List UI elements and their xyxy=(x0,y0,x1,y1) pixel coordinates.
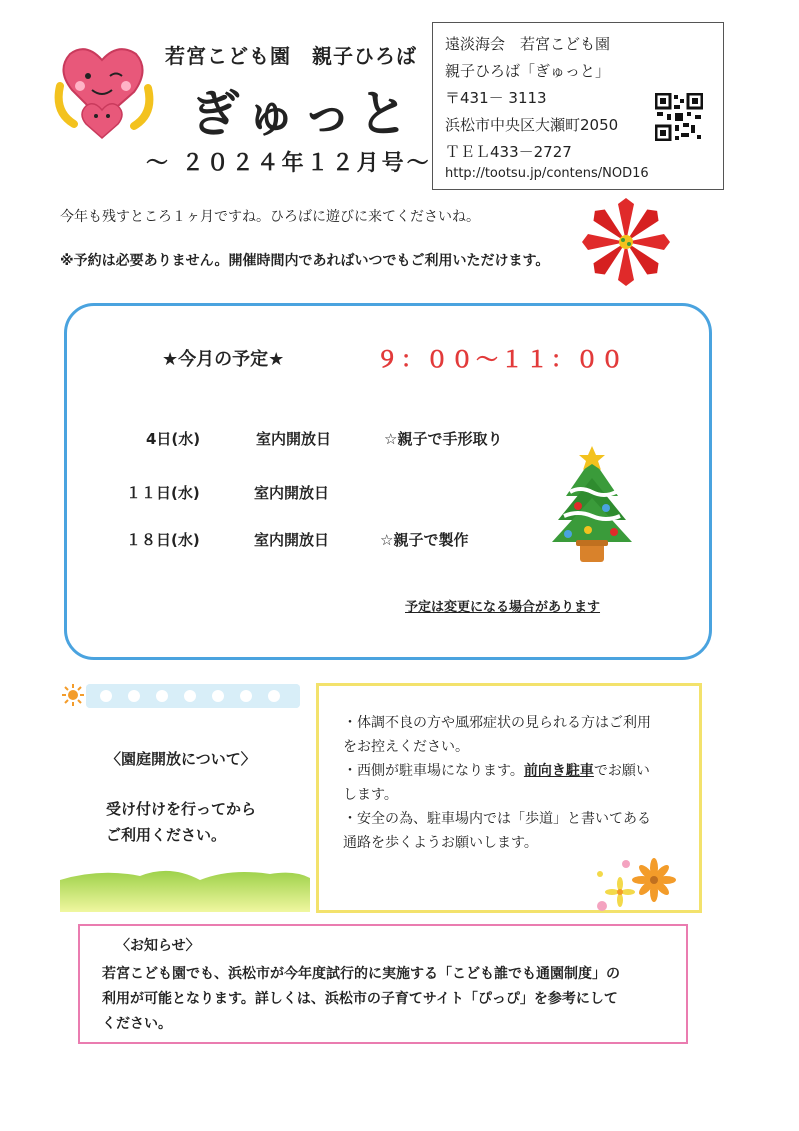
heart-logo-icon xyxy=(52,40,156,140)
sun-icon xyxy=(62,684,84,706)
info-line-org: 遠淡海会 若宮こども園 xyxy=(445,35,611,53)
schedule-event: ☆親子で製作 xyxy=(380,531,469,549)
announcement-body xyxy=(102,962,682,1037)
info-line-url[interactable]: http://tootsu.jp/contens/NOD16 xyxy=(445,166,649,181)
notice-parking-suffix: でお願い xyxy=(593,763,650,779)
garden-open-title: 〈園庭開放について〉 xyxy=(106,750,256,768)
nursery-subtitle: 若宮こども園 親子ひろば xyxy=(165,44,417,68)
announcement-line: ください。 xyxy=(102,1016,172,1032)
schedule-event: ☆親子で手形取り xyxy=(384,430,503,448)
poinsettia-icon xyxy=(580,196,672,288)
schedule-change-note: 予定は変更になる場合があります xyxy=(405,600,601,615)
issue-label: ～ ２０２４年１２月号～ xyxy=(146,151,432,176)
announcement-title: 〈お知らせ〉 xyxy=(116,938,200,954)
garden-open-body xyxy=(106,796,256,848)
announcement-line: 若宮こども園でも、浜松市が今年度試行的に実施する「こども誰でも通園制度」の xyxy=(102,966,620,982)
info-line-postal: 〒431－ 3113 xyxy=(445,89,547,107)
christmas-tree-icon xyxy=(548,446,636,566)
info-line-address: 浜松市中央区大瀬町2050 xyxy=(445,116,619,134)
green-hills-decoration xyxy=(60,866,310,912)
parking-emphasis: 前向き駐車 xyxy=(523,763,594,779)
schedule-date: １８日(水) xyxy=(126,531,200,549)
schedule-heading: ★今月の予定★ xyxy=(162,349,285,370)
decorative-dots xyxy=(86,684,300,708)
notice-line: ・体調不良の方や風邪症状の見られる方はご利用 xyxy=(343,715,651,731)
schedule-type: 室内開放日 xyxy=(254,484,330,502)
garden-line: ご利用ください。 xyxy=(106,826,227,844)
schedule-type: 室内開放日 xyxy=(256,430,332,448)
schedule-time: ９：００～１１：００ xyxy=(376,348,627,373)
info-line-name: 親子ひろば「ぎゅっと」 xyxy=(445,62,611,80)
schedule-date: １１日(水) xyxy=(126,484,200,502)
announcement-line: 利用が可能となります。詳しくは、浜松市の子育てサイト「ぴっぴ」を参考にして xyxy=(102,991,618,1007)
garden-line: 受け付けを行ってから xyxy=(106,800,257,818)
notice-line: します。 xyxy=(343,787,398,803)
newsletter-title: ぎゅっと xyxy=(190,85,414,143)
info-line-tel: ＴＥＬ433－2727 xyxy=(445,143,572,161)
intro-text: 今年も残すところ１ヶ月ですね。ひろばに遊びに来てくださいね。 xyxy=(60,209,480,225)
reservation-note: ※予約は必要ありません。開催時間内であればいつでもご利用いただけます。 xyxy=(60,253,550,269)
notice-line-parking xyxy=(343,760,650,780)
notice-parking-prefix: ・西側が駐車場になります。 xyxy=(343,763,524,779)
schedule-type: 室内開放日 xyxy=(254,531,330,549)
schedule-date: 4日(水) xyxy=(146,430,201,448)
qr-code-icon[interactable] xyxy=(655,93,703,141)
notice-line: 通路を歩くようお願いします。 xyxy=(343,835,538,851)
notice-line: ・安全の為、駐車場内では「歩道」と書いてある xyxy=(343,811,651,827)
flowers-icon xyxy=(590,850,680,920)
notice-line: をお控えください。 xyxy=(343,739,469,755)
